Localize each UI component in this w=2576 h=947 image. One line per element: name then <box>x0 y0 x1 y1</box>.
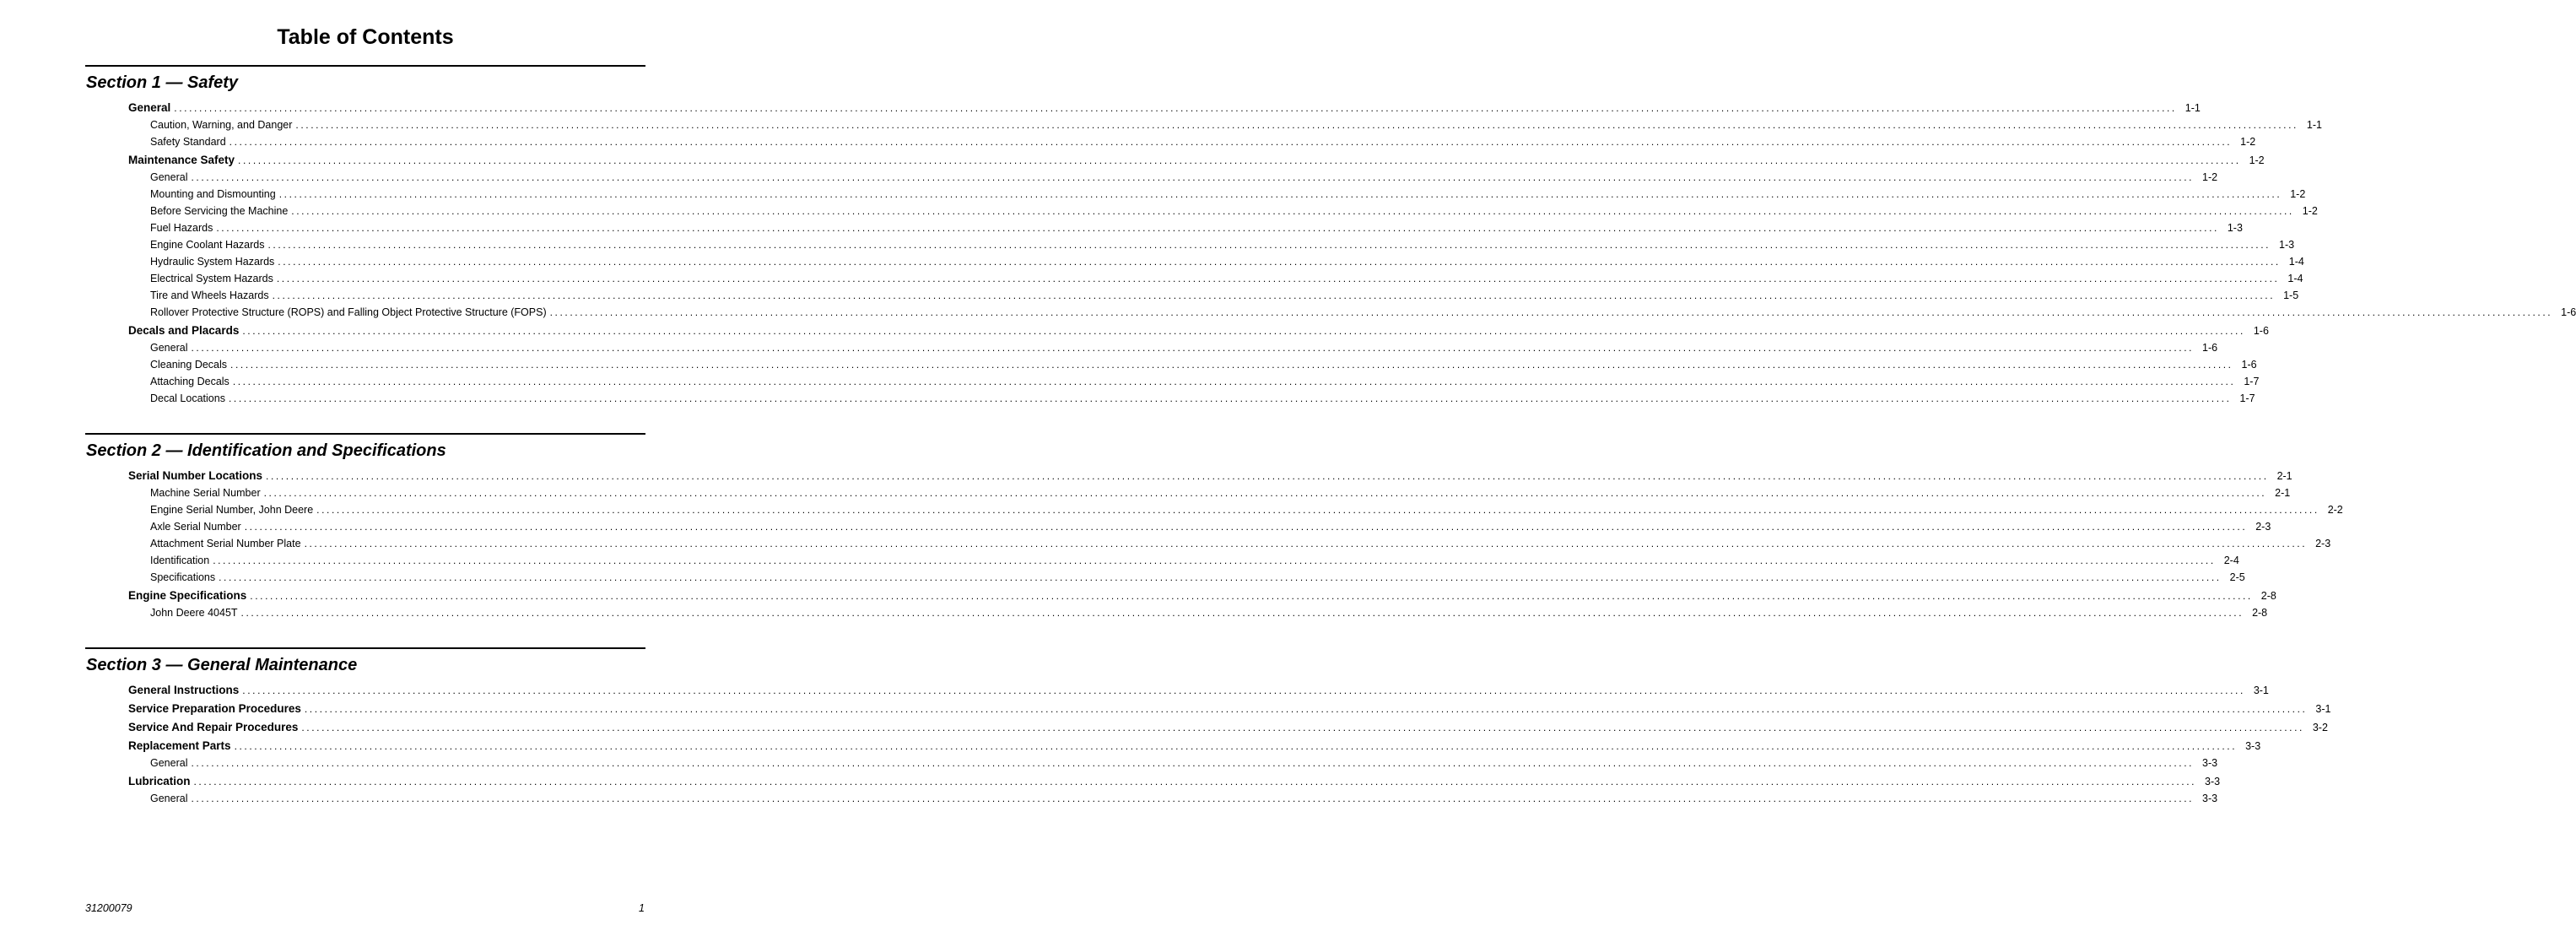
toc-entry-page-number: 2-3 <box>2255 521 2271 533</box>
toc-entry-label: Electrical System Hazards <box>150 273 273 284</box>
toc-entry-label: General <box>150 342 188 354</box>
toc-heading-entry[interactable] <box>85 738 2261 755</box>
toc-subentry[interactable] <box>85 304 2576 321</box>
toc-entry-page-number: 3-1 <box>2253 685 2269 696</box>
toc-entry-page-number: 1-2 <box>2302 205 2318 217</box>
toc-entry-label: Rollover Protective Structure (ROPS) and Falling Object Protective Structure (FOPS) <box>150 306 547 318</box>
toc-entry-page-number: 2-1 <box>2276 470 2292 482</box>
toc-entry-label: General <box>128 101 171 114</box>
dot-leader: ................................................................................................................................................................................................................................................................................................................................................................................................................ <box>193 776 2197 787</box>
toc-entry-page-number: 2-8 <box>2260 590 2276 602</box>
toc-entry-page-number: 1-4 <box>2288 256 2304 268</box>
toc-entry-label: Hydraulic System Hazards <box>150 256 275 268</box>
page-number: 1 <box>639 902 645 914</box>
toc-heading-entry[interactable] <box>85 587 2276 604</box>
toc-entry-label: Maintenance Safety <box>128 154 235 166</box>
toc-entry-page-number: 3-3 <box>2202 793 2218 804</box>
toc-entry-label: Safety Standard <box>150 136 226 148</box>
toc-entry-page-number: 1-5 <box>2283 290 2299 301</box>
toc-subentry[interactable] <box>85 552 2239 569</box>
page-title: Table of Contents <box>277 25 454 49</box>
section-title: Section 2 — Identification and Specifications <box>86 441 446 460</box>
dot-leader: ................................................................................................................................................................................................................................................................................................................................................................................................................ <box>263 487 2267 499</box>
toc-entry-page-number: 1-2 <box>2290 188 2306 200</box>
toc-entry-page-number: 3-3 <box>2205 776 2221 787</box>
dot-leader: ................................................................................................................................................................................................................................................................................................................................................................................................................ <box>242 325 2245 337</box>
dot-leader: ................................................................................................................................................................................................................................................................................................................................................................................................................ <box>174 102 2177 114</box>
toc-entry-page-number: 2-2 <box>2327 504 2343 516</box>
toc-entry-page-number: 1-1 <box>2184 102 2201 114</box>
toc-subentry[interactable] <box>85 518 2271 535</box>
toc-entry-page-number: 1-3 <box>2227 222 2243 234</box>
toc-subentry[interactable] <box>85 236 2295 253</box>
toc-entry-label: Attachment Serial Number Plate <box>150 538 301 549</box>
toc-entry-label: Mounting and Dismounting <box>150 188 276 200</box>
toc-subentry[interactable] <box>85 535 2331 552</box>
toc-entry-page-number: 1-1 <box>2306 119 2322 131</box>
dot-leader: ................................................................................................................................................................................................................................................................................................................................................................................................................ <box>213 555 2216 566</box>
toc-entry-label: Decal Locations <box>150 392 225 404</box>
toc-entry-page-number: 1-3 <box>2279 239 2295 251</box>
toc-subentry[interactable] <box>85 501 2343 518</box>
dot-leader: ................................................................................................................................................................................................................................................................................................................................................................................................................ <box>295 119 2298 131</box>
dot-leader: ................................................................................................................................................................................................................................................................................................................................................................................................................ <box>242 685 2245 696</box>
toc-entry-label: Replacement Parts <box>128 739 231 752</box>
toc-entry-page-number: 3-3 <box>2202 757 2218 769</box>
dot-leader: ................................................................................................................................................................................................................................................................................................................................................................................................................ <box>228 392 2232 404</box>
dot-leader: ................................................................................................................................................................................................................................................................................................................................................................................................................ <box>238 154 2241 166</box>
dot-leader: ................................................................................................................................................................................................................................................................................................................................................................................................................ <box>244 521 2248 533</box>
dot-leader: ................................................................................................................................................................................................................................................................................................................................................................................................................ <box>216 222 2219 234</box>
toc-entry-label: Identification <box>150 555 210 566</box>
dot-leader: ................................................................................................................................................................................................................................................................................................................................................................................................................ <box>301 722 2304 733</box>
toc-subentry[interactable] <box>85 186 2306 203</box>
toc-entry-page-number: 1-6 <box>2202 342 2218 354</box>
toc-entry-label: General <box>150 793 188 804</box>
toc-entry-label: Serial Number Locations <box>128 469 263 482</box>
toc-entry-label: Tire and Wheels Hazards <box>150 290 269 301</box>
toc-heading-entry[interactable] <box>85 152 2265 169</box>
toc-subentry[interactable] <box>85 339 2218 356</box>
toc-entry-page-number: 2-4 <box>2223 555 2239 566</box>
toc-entry-page-number: 2-1 <box>2275 487 2291 499</box>
dot-leader: ................................................................................................................................................................................................................................................................................................................................................................................................................ <box>191 757 2195 769</box>
dot-leader: ................................................................................................................................................................................................................................................................................................................................................................................................................ <box>267 239 2271 251</box>
section-title: Section 1 — Safety <box>86 73 239 92</box>
toc-heading-entry[interactable] <box>85 682 2269 699</box>
toc-entry-page-number: 3-2 <box>2312 722 2328 733</box>
dot-leader: ................................................................................................................................................................................................................................................................................................................................................................................................................ <box>250 590 2253 602</box>
toc-entry-page-number: 3-3 <box>2245 740 2261 752</box>
toc-entry-page-number: 1-2 <box>2249 154 2265 166</box>
section-divider <box>85 647 645 649</box>
toc-entry-page-number: 1-7 <box>2239 392 2255 404</box>
toc-entry-label: Machine Serial Number <box>150 487 261 499</box>
toc-entry-page-number: 1-2 <box>2202 171 2218 183</box>
toc-entry-label: Specifications <box>150 571 216 583</box>
toc-entry-label: John Deere 4045T <box>150 607 238 619</box>
section-identification-and-specifications <box>85 433 2343 621</box>
toc-entry-label: Attaching Decals <box>150 376 230 387</box>
document-number: 31200079 <box>85 902 132 914</box>
toc-subentry[interactable] <box>85 219 2243 236</box>
dot-leader: ................................................................................................................................................................................................................................................................................................................................................................................................................ <box>266 470 2269 482</box>
dot-leader: ................................................................................................................................................................................................................................................................................................................................................................................................................ <box>291 205 2294 217</box>
toc-entry-page-number: 1-4 <box>2287 273 2303 284</box>
toc-entry-page-number: 1-6 <box>2241 359 2257 371</box>
toc-entry-page-number: 1-6 <box>2253 325 2269 337</box>
toc-subentry[interactable] <box>85 373 2260 390</box>
dot-leader: ................................................................................................................................................................................................................................................................................................................................................................................................................ <box>191 342 2195 354</box>
section-divider <box>85 433 645 435</box>
toc-entry-list <box>85 682 2331 807</box>
toc-entry-list <box>85 468 2343 621</box>
dot-leader: ................................................................................................................................................................................................................................................................................................................................................................................................................ <box>272 290 2276 301</box>
dot-leader: ................................................................................................................................................................................................................................................................................................................................................................................................................ <box>304 703 2308 715</box>
toc-entry-page-number: 2-8 <box>2252 607 2268 619</box>
section-divider <box>85 65 645 67</box>
section-safety <box>85 65 2576 407</box>
toc-entry-page-number: 1-7 <box>2244 376 2260 387</box>
toc-heading-entry[interactable] <box>85 701 2331 717</box>
toc-entry-label: Service And Repair Procedures <box>128 721 299 733</box>
toc-subentry[interactable] <box>85 484 2291 501</box>
toc-entry-label: Axle Serial Number <box>150 521 241 533</box>
toc-subentry[interactable] <box>85 253 2304 270</box>
dot-leader: ................................................................................................................................................................................................................................................................................................................................................................................................................ <box>229 136 2233 148</box>
toc-entry-page-number: 2-5 <box>2229 571 2245 583</box>
toc-heading-entry[interactable] <box>85 773 2221 790</box>
section-general-maintenance <box>85 647 2331 807</box>
dot-leader: ................................................................................................................................................................................................................................................................................................................................................................................................................ <box>316 504 2319 516</box>
toc-subentry[interactable] <box>85 755 2218 771</box>
dot-leader: ................................................................................................................................................................................................................................................................................................................................................................................................................ <box>191 793 2195 804</box>
dot-leader: ................................................................................................................................................................................................................................................................................................................................................................................................................ <box>191 171 2195 183</box>
toc-entry-page-number: 2-3 <box>2315 538 2331 549</box>
toc-subentry[interactable] <box>85 569 2245 586</box>
toc-entry-label: General <box>150 171 188 183</box>
dot-leader: ................................................................................................................................................................................................................................................................................................................................................................................................................ <box>278 188 2282 200</box>
toc-entry-label: Engine Specifications <box>128 589 247 602</box>
toc-subentry[interactable] <box>85 133 2256 150</box>
dot-leader: ................................................................................................................................................................................................................................................................................................................................................................................................................ <box>234 740 2238 752</box>
toc-subentry[interactable] <box>85 790 2218 807</box>
toc-subentry[interactable] <box>85 604 2268 621</box>
dot-leader: ................................................................................................................................................................................................................................................................................................................................................................................................................ <box>276 273 2280 284</box>
toc-entry-label: General <box>150 757 188 769</box>
toc-entry-label: General Instructions <box>128 684 240 696</box>
toc-entry-label: Fuel Hazards <box>150 222 213 234</box>
toc-entry-label: Before Servicing the Machine <box>150 205 289 217</box>
toc-entry-label: Engine Coolant Hazards <box>150 239 265 251</box>
toc-subentry[interactable] <box>85 169 2218 186</box>
toc-entry-label: Decals and Placards <box>128 324 240 337</box>
dot-leader: ................................................................................................................................................................................................................................................................................................................................................................................................................ <box>219 571 2222 583</box>
toc-heading-entry[interactable] <box>85 322 2269 339</box>
dot-leader: ................................................................................................................................................................................................................................................................................................................................................................................................................ <box>230 359 2233 371</box>
dot-leader: ................................................................................................................................................................................................................................................................................................................................................................................................................ <box>240 607 2244 619</box>
toc-entry-label: Service Preparation Procedures <box>128 702 301 715</box>
toc-subentry[interactable] <box>85 270 2303 287</box>
toc-heading-entry[interactable] <box>85 100 2201 116</box>
dot-leader: ................................................................................................................................................................................................................................................................................................................................................................................................................ <box>278 256 2281 268</box>
dot-leader: ................................................................................................................................................................................................................................................................................................................................................................................................................ <box>304 538 2308 549</box>
toc-subentry[interactable] <box>85 390 2255 407</box>
toc-subentry[interactable] <box>85 287 2299 304</box>
toc-heading-entry[interactable] <box>85 719 2328 736</box>
toc-entry-page-number: 3-1 <box>2315 703 2331 715</box>
dot-leader: ................................................................................................................................................................................................................................................................................................................................................................................................................ <box>232 376 2236 387</box>
toc-heading-entry[interactable] <box>85 468 2292 484</box>
toc-subentry[interactable] <box>85 203 2318 219</box>
toc-entry-page-number: 1-6 <box>2561 306 2576 318</box>
toc-entry-list <box>85 100 2576 407</box>
toc-entry-label: Cleaning Decals <box>150 359 228 371</box>
toc-subentry[interactable] <box>85 356 2257 373</box>
dot-leader: ................................................................................................................................................................................................................................................................................................................................................................................................................ <box>549 306 2553 318</box>
toc-entry-label: Caution, Warning, and Danger <box>150 119 293 131</box>
toc-entry-label: Lubrication <box>128 775 191 787</box>
toc-entry-label: Engine Serial Number, John Deere <box>150 504 314 516</box>
toc-entry-page-number: 1-2 <box>2240 136 2256 148</box>
section-title: Section 3 — General Maintenance <box>86 656 358 674</box>
toc-subentry[interactable] <box>85 116 2322 133</box>
